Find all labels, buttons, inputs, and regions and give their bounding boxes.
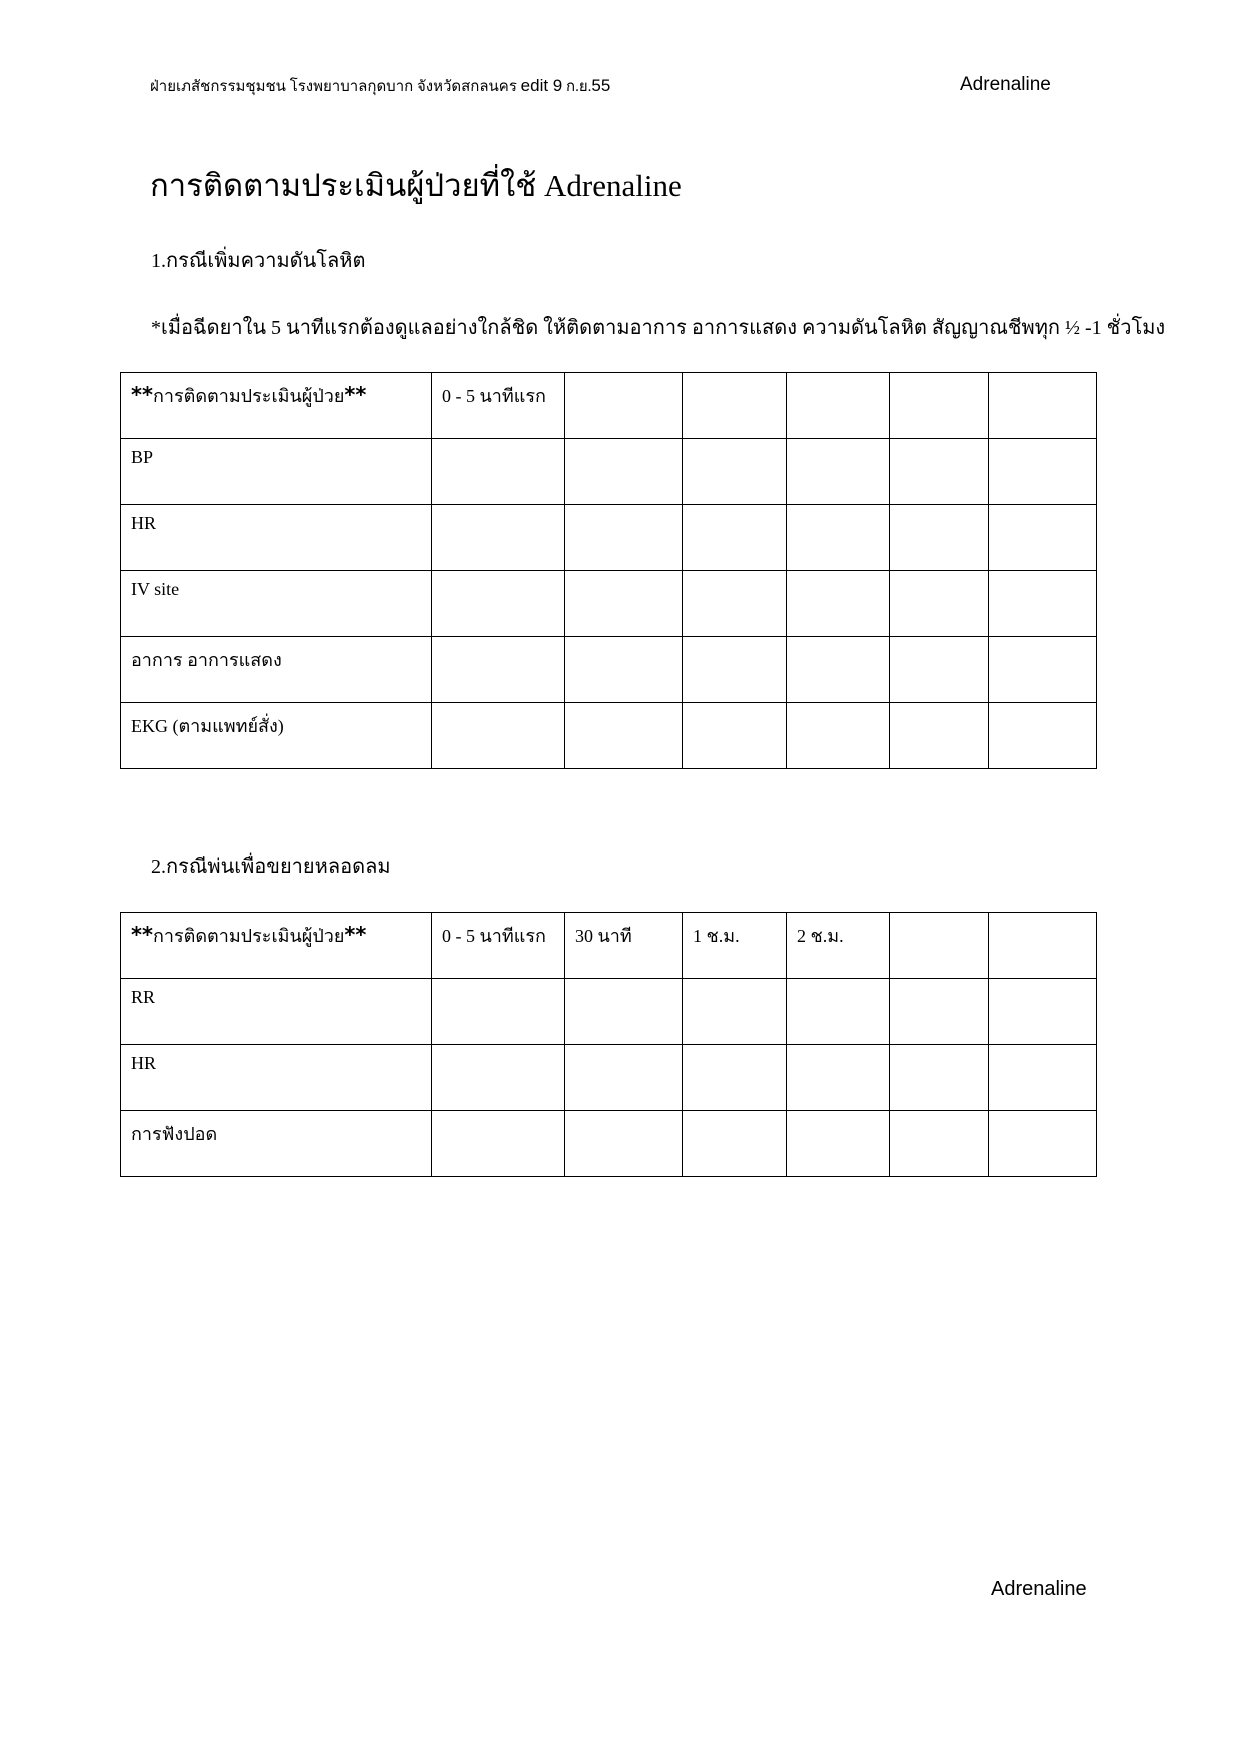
entry-cell (787, 979, 890, 1045)
entry-cell (787, 571, 890, 637)
header-cell-time (989, 913, 1097, 979)
header-cell-time: 2 ช.ม. (787, 913, 890, 979)
row-label: IV site (121, 571, 432, 637)
header-cell-time: 0 - 5 นาทีแรก (432, 373, 565, 439)
entry-cell (432, 979, 565, 1045)
table-header-row (121, 913, 1097, 979)
entry-cell (989, 1045, 1097, 1111)
entry-cell (787, 505, 890, 571)
table-row (121, 703, 1097, 769)
header-cell-time (683, 373, 787, 439)
page-header-right: Adrenaline (960, 74, 1051, 95)
table-header-row (121, 373, 1097, 439)
entry-cell (989, 439, 1097, 505)
table-row (121, 571, 1097, 637)
header-month: ก.ย. (566, 79, 592, 95)
entry-cell (890, 505, 989, 571)
entry-cell (432, 505, 565, 571)
header-cell-time (989, 373, 1097, 439)
entry-cell (683, 505, 787, 571)
entry-cell (787, 439, 890, 505)
header-cell-time (890, 913, 989, 979)
entry-cell (890, 1045, 989, 1111)
entry-cell (787, 703, 890, 769)
entry-cell (565, 979, 683, 1045)
table-row (121, 1111, 1097, 1177)
row-label: HR (121, 505, 432, 571)
entry-cell (890, 703, 989, 769)
table-row (121, 505, 1097, 571)
entry-cell (890, 439, 989, 505)
entry-cell (432, 637, 565, 703)
header-department: ฝ่ายเภสัชกรรมชุมชน โรงพยาบาลกุดบาก จังหวัดสกลนคร (150, 79, 517, 95)
header-edit: edit 9 (520, 76, 563, 95)
entry-cell (890, 571, 989, 637)
entry-cell (565, 1045, 683, 1111)
entry-cell (989, 571, 1097, 637)
entry-cell (565, 637, 683, 703)
entry-cell (432, 571, 565, 637)
header-cell-time: 30 นาที (565, 913, 683, 979)
table-row (121, 637, 1097, 703)
entry-cell (683, 571, 787, 637)
entry-cell (683, 1045, 787, 1111)
entry-cell (683, 439, 787, 505)
entry-cell (432, 439, 565, 505)
page-footer: Adrenaline (991, 1578, 1087, 1600)
entry-cell (787, 637, 890, 703)
table-row (121, 1045, 1097, 1111)
row-label: EKG (ตามแพทย์สั่ง) (121, 703, 432, 769)
entry-cell (989, 979, 1097, 1045)
header-cell-label: **การติดตามประเมินผู้ป่วย** (121, 913, 432, 979)
entry-cell (565, 571, 683, 637)
entry-cell (890, 637, 989, 703)
entry-cell (989, 703, 1097, 769)
row-label: HR (121, 1045, 432, 1111)
entry-cell (683, 979, 787, 1045)
header-cell-time: 1 ช.ม. (683, 913, 787, 979)
section1-note: *เมื่อฉีดยาใน 5 นาทีแรกต้องดูแลอย่างใกล้ชิด ให้ติดตามอาการ อาการแสดง ความดันโลหิต สัญญาณชีพทุก ½ -1 ชั่วโมง (151, 317, 1166, 339)
header-cell-time (787, 373, 890, 439)
monitoring-table-bronchodilation (120, 912, 1097, 1177)
entry-cell (683, 1111, 787, 1177)
entry-cell (565, 1111, 683, 1177)
entry-cell (565, 439, 683, 505)
page-header-left (150, 74, 610, 98)
header-year: 55 (591, 76, 611, 95)
row-label: การฟังปอด (121, 1111, 432, 1177)
page-title: การติดตามประเมินผู้ป่วยที่ใช้ Adrenaline (150, 168, 682, 203)
entry-cell (989, 505, 1097, 571)
header-cell-time (565, 373, 683, 439)
entry-cell (989, 1111, 1097, 1177)
table-row (121, 979, 1097, 1045)
entry-cell (787, 1045, 890, 1111)
entry-cell (565, 505, 683, 571)
header-cell-time: 0 - 5 นาทีแรก (432, 913, 565, 979)
row-label: อาการ อาการแสดง (121, 637, 432, 703)
section2-heading: 2.กรณีพ่นเพื่อขยายหลอดลม (151, 856, 391, 878)
row-label: RR (121, 979, 432, 1045)
entry-cell (432, 1045, 565, 1111)
entry-cell (890, 1111, 989, 1177)
entry-cell (683, 637, 787, 703)
entry-cell (432, 1111, 565, 1177)
header-cell-label: **การติดตามประเมินผู้ป่วย** (121, 373, 432, 439)
header-cell-time (890, 373, 989, 439)
monitoring-table-bp (120, 372, 1097, 769)
entry-cell (432, 703, 565, 769)
table-row (121, 439, 1097, 505)
entry-cell (989, 637, 1097, 703)
entry-cell (787, 1111, 890, 1177)
row-label: BP (121, 439, 432, 505)
entry-cell (565, 703, 683, 769)
entry-cell (890, 979, 989, 1045)
entry-cell (683, 703, 787, 769)
section1-heading: 1.กรณีเพิ่มความดันโลหิต (151, 250, 366, 272)
